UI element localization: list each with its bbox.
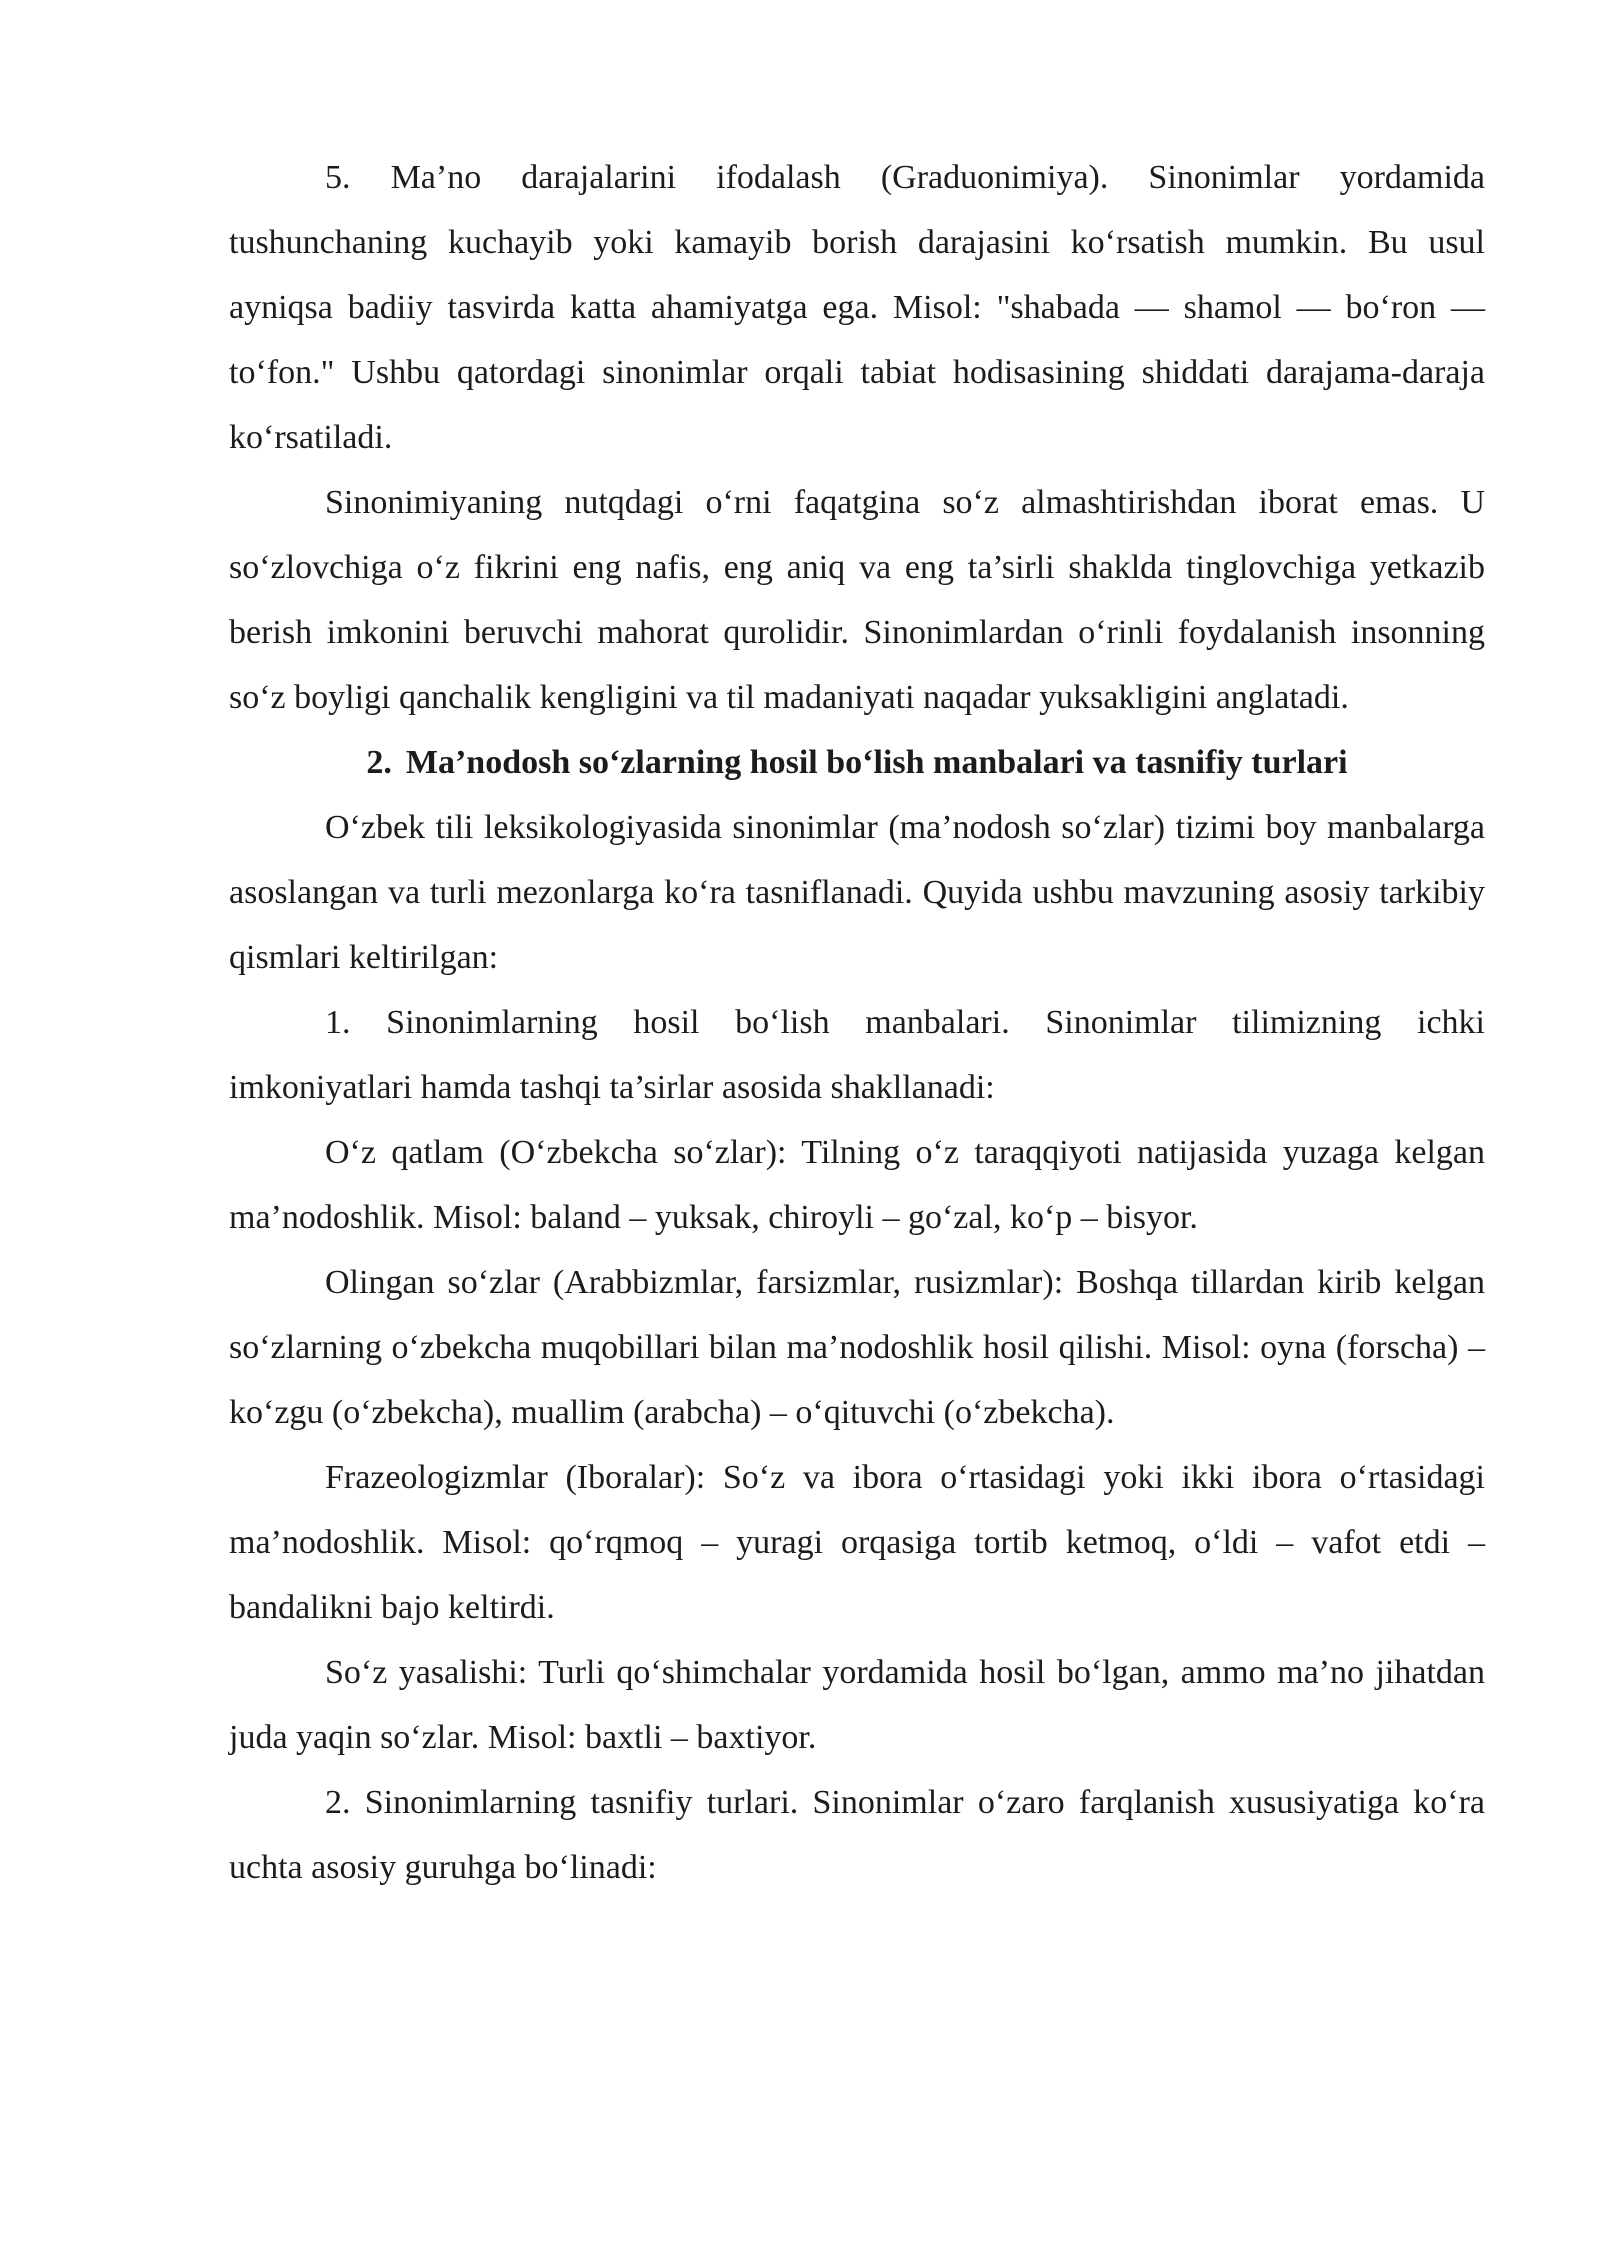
section-heading-number: 2. <box>366 744 392 781</box>
paragraph-sources: 1. Sinonimlarning hosil bo‘lish manbalari. Sinonimlar tilimizning ichki imkoniyatlari hamda tashqi ta’sirlar asosida shakllanadi: <box>229 1004 1485 1106</box>
paragraph-native-layer: O‘z qatlam (O‘zbekcha so‘zlar): Tilning o‘z taraqqiyoti natijasida yuzaga kelgan ma’nodoshlik. Misol: baland – yuksak, chiroyli – go‘zal, ko‘p – bisyor. <box>229 1134 1485 1236</box>
paragraph-classification: 2. Sinonimlarning tasnifiy turlari. Sinonimlar o‘zaro farqlanish xususiyatiga ko‘ra uchta asosiy guruhga bo‘linadi: <box>229 1784 1485 1886</box>
paragraph-loanwords: Olingan so‘zlar (Arabbizmlar, farsizmlar, rusizmlar): Boshqa tillardan kirib kelgan so‘zlarning o‘zbekcha muqobillari bilan ma’nodoshlik hosil qilishi. Misol: oyna (forscha) – ko‘zgu (o‘zbekcha), muallim (arabcha) – o‘qituvchi (o‘zbekcha). <box>229 1264 1485 1431</box>
paragraph-intro: O‘zbek tili leksikologiyasida sinonimlar (ma’nodosh so‘zlar) tizimi boy manbalarga asoslangan va turli mezonlarga ko‘ra tasniflanadi. Quyida ushbu mavzuning asosiy tarkibiy qismlari keltirilgan: <box>229 809 1485 976</box>
paragraph-phraseology: Frazeologizmlar (Iboralar): So‘z va ibora o‘rtasidagi yoki ikki ibora o‘rtasidagi ma’nodoshlik. Misol: qo‘rqmoq – yuragi orqasiga tortib ketmoq, o‘ldi – vafot etdi – bandalikni bajo keltirdi. <box>229 1459 1485 1626</box>
paragraph-synonymy-role: Sinonimiyaning nutqdagi o‘rni faqatgina so‘z almashtirishdan iborat emas. U so‘zlovchiga o‘z fikrini eng nafis, eng aniq va eng ta’sirli shaklda tinglovchiga yetkazib berish imkonini beruvchi mahorat qurolidir. Sinonimlardan o‘rinli foydalanish insonning so‘z boyligi qanchalik kengligini va til madaniyati naqadar yuksakligini anglatadi. <box>229 484 1485 716</box>
paragraph-word-formation: So‘z yasalishi: Turli qo‘shimchalar yordamida hosil bo‘lgan, ammo ma’no jihatdan juda yaqin so‘zlar. Misol: baxtli – baxtiyor. <box>229 1654 1485 1756</box>
section-heading <box>229 730 1485 795</box>
paragraph-graduonymy: 5. Ma’no darajalarini ifodalash (Graduonimiya). Sinonimlar yordamida tushunchaning kuchayib yoki kamayib borish darajasini ko‘rsatish mumkin. Bu usul ayniqsa badiiy tasvirda katta ahamiyatga ega. Misol: "shabada — shamol — bo‘ron — to‘fon." Ushbu qatordagi sinonimlar orqali tabiat hodisasining shiddati darajama-daraja ko‘rsatiladi. <box>229 159 1485 456</box>
section-heading-text: Ma’nodosh so‘zlarning hosil bo‘lish manbalari va tasnifiy turlari <box>405 744 1348 781</box>
document-body <box>229 145 1485 1900</box>
